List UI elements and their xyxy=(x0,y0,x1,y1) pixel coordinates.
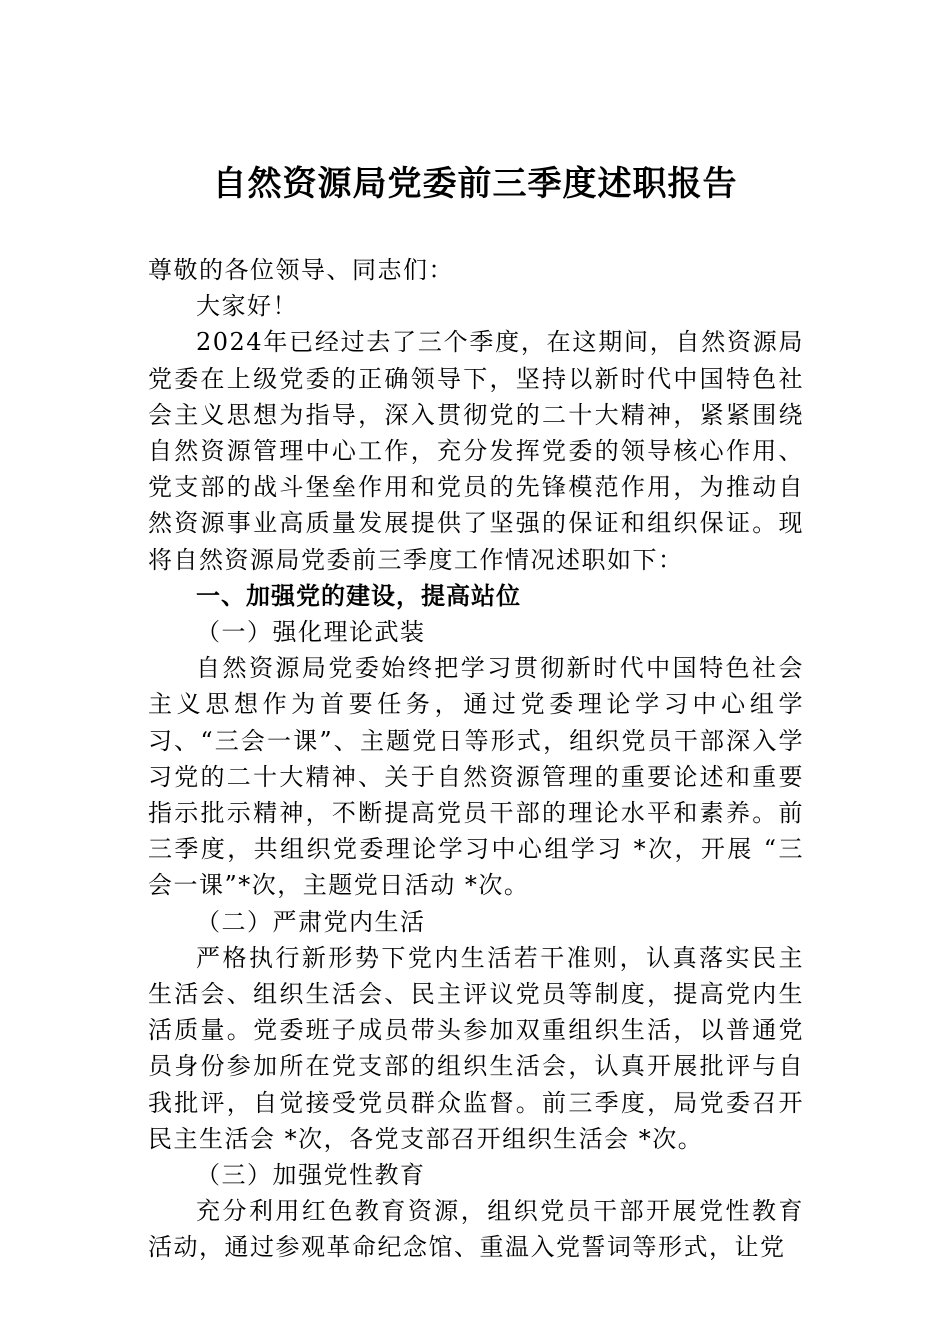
greeting: 大家好！ xyxy=(196,292,298,321)
subsection-paragraph-3: 充分利用红色教育资源，组织党员干部开展党性教育活动，通过参观革命纪念馆、重温入党誓词等形式，让党 xyxy=(148,1197,804,1262)
intro-paragraph: 2024年已经过去了三个季度，在这期间，自然资源局党委在上级党委的正确领导下，坚持以新时代中国特色社会主义思想为指导，深入贯彻党的二十大精神，紧紧围绕自然资源管理中心工作，充分发挥党委的领导核心作用、党支部的战斗堡垒作用和党员的先锋模范作用，为推动自然资源事业高质量发展提供了坚强的保证和组织保证。现将自然资源局党委前三季度工作情况述职如下： xyxy=(148,328,804,574)
subsection-heading-3: （三）加强党性教育 xyxy=(196,1161,426,1190)
subsection-heading-1: （一）强化理论武装 xyxy=(196,618,426,647)
section-heading-1: 一、加强党的建设，提高站位 xyxy=(196,581,521,610)
document-title: 自然资源局党委前三季度述职报告 xyxy=(212,164,738,204)
document-body xyxy=(148,252,804,1266)
subsection-paragraph-2: 严格执行新形势下党内生活若干准则，认真落实民主生活会、组织生活会、民主评议党员等制度，提高党内生活质量。党委班子成员带头参加双重组织生活，以普通党员身份参加所在党支部的组织生活会，认真开展批评与自我批评，自觉接受党员群众监督。前三季度，局党委召开民主生活会 *次，各党支部召开组织生活会 *次。 xyxy=(148,943,804,1153)
subsection-heading-2: （二）严肃党内生活 xyxy=(196,907,426,936)
salutation: 尊敬的各位领导、同志们： xyxy=(148,256,454,284)
subsection-paragraph-1: 自然资源局党委始终把学习贯彻新时代中国特色社会主义思想作为首要任务，通过党委理论学习中心组学习、“三会一课”、主题党日等形式，组织党员干部深入学习党的二十大精神、关于自然资源管理的重要论述和重要指示批示精神，不断提高党员干部的理论水平和素养。前三季度，共组织党委理论学习中心组学习 *次，开展 “三会一课”*次，主题党日活动 *次。 xyxy=(148,654,804,900)
